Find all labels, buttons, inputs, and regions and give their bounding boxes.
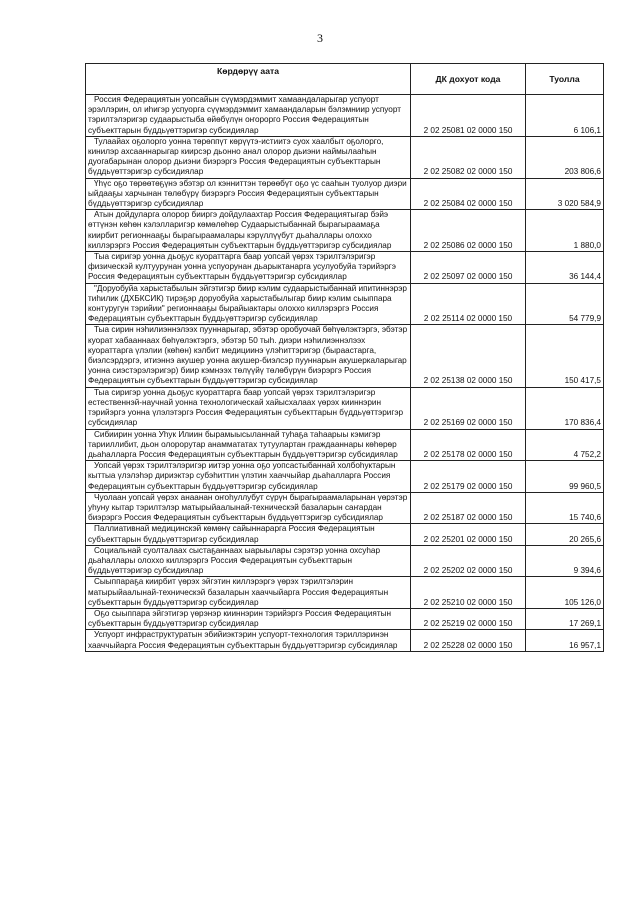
- row-amount: 17 269,1: [526, 608, 604, 629]
- table-row: [86, 325, 604, 387]
- row-amount: 1 880,0: [526, 210, 604, 252]
- row-code: 2 02 25210 02 0000 150: [411, 577, 526, 609]
- row-code: 2 02 25082 02 0000 150: [411, 136, 526, 178]
- row-name: Оҕо сыыппара эйгэтигэр үөрэнэр кииннэрин тэрийэргэ Россия Федерациятын субъекттарын бүддьүөттэригэр субсидиялар: [86, 608, 411, 629]
- row-amount: 4 752,2: [526, 429, 604, 461]
- table-row: [86, 429, 604, 461]
- row-code: 2 02 25179 02 0000 150: [411, 461, 526, 493]
- page-number: 3: [317, 31, 323, 45]
- row-amount: 16 957,1: [526, 630, 604, 651]
- row-amount: 105 126,0: [526, 577, 604, 609]
- row-name: Сибиирин уонна Уһук Илиин бырамыысыланнай туһаҕа таһаарыы кэмигэр тарииллибит, дьон олорорутар анаммататах тутуулартан граждааннары көһөрөр дьаһалларга Россия Федерациятын субъекттарын бүддьүөттэригэр субсидиялар: [86, 429, 411, 461]
- row-name: Атын дойдуларга олорор бииргэ дойдулаахтар Россия Федерациятыгар бэйэ өттүнэн көһөн кэлэлларигэр көмөлөһөр Судаарыстыбаннай бырагыраамаҕа киирбит регионнааҕы бырагыраамалары кэрүллүүбут дьаһаллары олоххо киллэрэргэ Россия Федерациятын субъекттарын бүддьүөттэригэр субсидиялар: [86, 210, 411, 252]
- table-row: [86, 608, 604, 629]
- row-code: 2 02 25202 02 0000 150: [411, 545, 526, 577]
- row-name: "Доруобуйа харыстабылын эйгэтигэр биир кэлим судаарыстыбаннай ипитиннэрэр тиһилик (ДХБКСИК) тирэҕэр доруобуйа харыстабылыгар биир кэлим сыыппара контуругун тэрийии" регионнааҕы бырайыактары олоххо киллэрэргэ Россия Федерациятын субъекттарын бүддьүөттэригэр субсидиялар: [86, 283, 411, 325]
- table-header-row: [86, 64, 604, 95]
- row-code: 2 02 25114 02 0000 150: [411, 283, 526, 325]
- table-row: [86, 95, 604, 137]
- row-code: 2 02 25201 02 0000 150: [411, 524, 526, 545]
- row-name: Россия Федерациятын уопсайын сүүмэрдэммит хамаандаларыгар успуорт эрэллэрин, ол иһигэр успуорга сүүмэрдэммит хамаандаларын бэлэмниир успуорт тэрилтэлэригэр судаарыстыба өйөбүлүн оҥорорго Россия Федерациятын субъекттарын бүддьүөттэригэр субсидиялар: [86, 95, 411, 137]
- table-row: [86, 283, 604, 325]
- row-code: 2 02 25097 02 0000 150: [411, 252, 526, 284]
- row-name: Чуолаан уопсай үөрэх анаанан оҥоһуллубут сүрүн бырагыраамаларынан үөрэтэр уһуну кытар тэрилтэлэр матырыйаалынай-техническэй базаларын саҥардан биэрэргэ Россия Федерациятын субъекттарын бүддьүөттэригэр субсидиялар: [86, 492, 411, 524]
- table-row: [86, 492, 604, 524]
- row-amount: 54 779,9: [526, 283, 604, 325]
- row-amount: 3 020 584,9: [526, 178, 604, 210]
- row-amount: 36 144,4: [526, 252, 604, 284]
- row-code: 2 02 25219 02 0000 150: [411, 608, 526, 629]
- row-code: 2 02 25086 02 0000 150: [411, 210, 526, 252]
- row-name: Тулаайах оҕолорго уонна төрөппүт көрүүтэ-истиитэ суох хаалбыт оҕолорго, кинилэр ахсааннарыгар киирсэр дьонно анал олорор дьиэни наймылааһын дуогабарынан олорор дьиэни биэрэргэ Россия Федерациятын субъекттарын бүддьүөттэригэр субсидиялар: [86, 136, 411, 178]
- row-amount: 6 106,1: [526, 95, 604, 137]
- row-code: 2 02 25081 02 0000 150: [411, 95, 526, 137]
- row-amount: 20 265,6: [526, 524, 604, 545]
- row-code: 2 02 25084 02 0000 150: [411, 178, 526, 210]
- row-amount: 170 836,4: [526, 387, 604, 429]
- table-row: [86, 524, 604, 545]
- row-name: Уопсай үөрэх тэрилтэлэригэр иитэр уонна оҕо уопсастыбаннай холбоһуктарын кыттыа үлэлэһэр дириэктэр субэһиттин үлэтин хааччыйар дьаһалларга Россия Федерациятын субъекттарын бүддьүөттэригэр субсидиялар: [86, 461, 411, 493]
- row-code: 2 02 25187 02 0000 150: [411, 492, 526, 524]
- row-name: Сыыппараҕа киирбит үөрэх эйгэтин киллэрэргэ үөрэх тэрилтэлэрин матырыйаалынай-техническэй базаларын хааччыйарга Россия Федерациятын субъекттарын бүддьүөттэригэр субсидиялар: [86, 577, 411, 609]
- table-row: [86, 577, 604, 609]
- row-code: 2 02 25178 02 0000 150: [411, 429, 526, 461]
- table-row: [86, 461, 604, 493]
- row-name: Тыа сирин нэһилиэннэлээх пууннарыгар, эбэтэр оробуочай бөһүөлэктэргэ, эбэтэр куорат хабааннаах бөһүөлэктэргэ, эбэтэр 50 тыһ. диэри нэһилиэннэлээх куораттарга үлэлии (көһөн) кэлбит медициинэ үлэһиттэригэр (быраастарга, биэлсэрдэргэ, итиэннэ акушер уонна акушер-биэлсэр пууннарын акушеркаларыгар уонна сиэстэрэлэригэр) биир кэмнээх төлүүйү төлөбүрүн биэрэргэ Россия Федерациятын субъекттарын бүддьүөттэригэр субсидиялар: [86, 325, 411, 387]
- row-name: Паллиативнай медицинскэй көмөнү сайыннарарга Россия Федерациятын субъекттарын бүддьүөттэригэр субсидиялар: [86, 524, 411, 545]
- row-name: Тыа сиригэр уонна дьоҕус куораттарга баар уопсай үөрэх тэрилтэлэригэр физическэй култуурунан уонна успуорунан дьарыктанарга усулуобуйа тэрийэргэ Россия Федерациятын субъекттарын бүддьүөттэригэр субсидиялар: [86, 252, 411, 284]
- row-code: 2 02 25169 02 0000 150: [411, 387, 526, 429]
- row-amount: 203 806,6: [526, 136, 604, 178]
- column-header-name: Көрдөрүү аата: [86, 64, 411, 95]
- table-row: [86, 387, 604, 429]
- table-row: [86, 545, 604, 577]
- row-amount: 15 740,6: [526, 492, 604, 524]
- row-code: 2 02 25138 02 0000 150: [411, 325, 526, 387]
- row-amount: 99 960,5: [526, 461, 604, 493]
- table-row: [86, 630, 604, 651]
- table-row: [86, 252, 604, 284]
- row-name: Социальнай суолталаах сыстаҕаннаах ыарыылары сэрэтэр уонна охсуһар дьаһаллары олоххо киллэрэргэ Россия Федерациятын субъекттарын бүддьүөттэригэр субсидиялар: [86, 545, 411, 577]
- column-header-amount: Туолла: [526, 64, 604, 95]
- row-code: 2 02 25228 02 0000 150: [411, 630, 526, 651]
- table-row: [86, 210, 604, 252]
- budget-table: [85, 63, 604, 652]
- table-row: [86, 178, 604, 210]
- column-header-code: ДК дохуот кода: [411, 64, 526, 95]
- table-row: [86, 136, 604, 178]
- row-amount: 9 394,6: [526, 545, 604, 577]
- row-name: Тыа сиригэр уонна дьоҕус куораттарга баар уопсай үөрэх тэрилтэлэригэр естественнэй-научнай уонна технологическай хайысхалаах үөрэх кииннэрин тэрийэргэ уонна үлэлэтэргэ Россия Федерациятын субъекттарын бүддьүөттэригэр субсидиялар: [86, 387, 411, 429]
- row-name: Үһүс оҕо төрөөтөҕүнэ эбэтэр ол кэнниттэн төрөөбүт оҕо үс сааһын туолуор диэри ыйдааҕы харчынан төлөбүрү биэрэргэ Россия Федерациятын субъекттарын бүддьүөттэригэр субсидиялар: [86, 178, 411, 210]
- row-name: Успуорт инфраструктуратын эбийиэктэрин успуорт-технология тэриллэринэн хааччыйарга Россия Федерациятын субъекттарын бүддьүөттэригэр субсидиялар: [86, 630, 411, 651]
- row-amount: 150 417,5: [526, 325, 604, 387]
